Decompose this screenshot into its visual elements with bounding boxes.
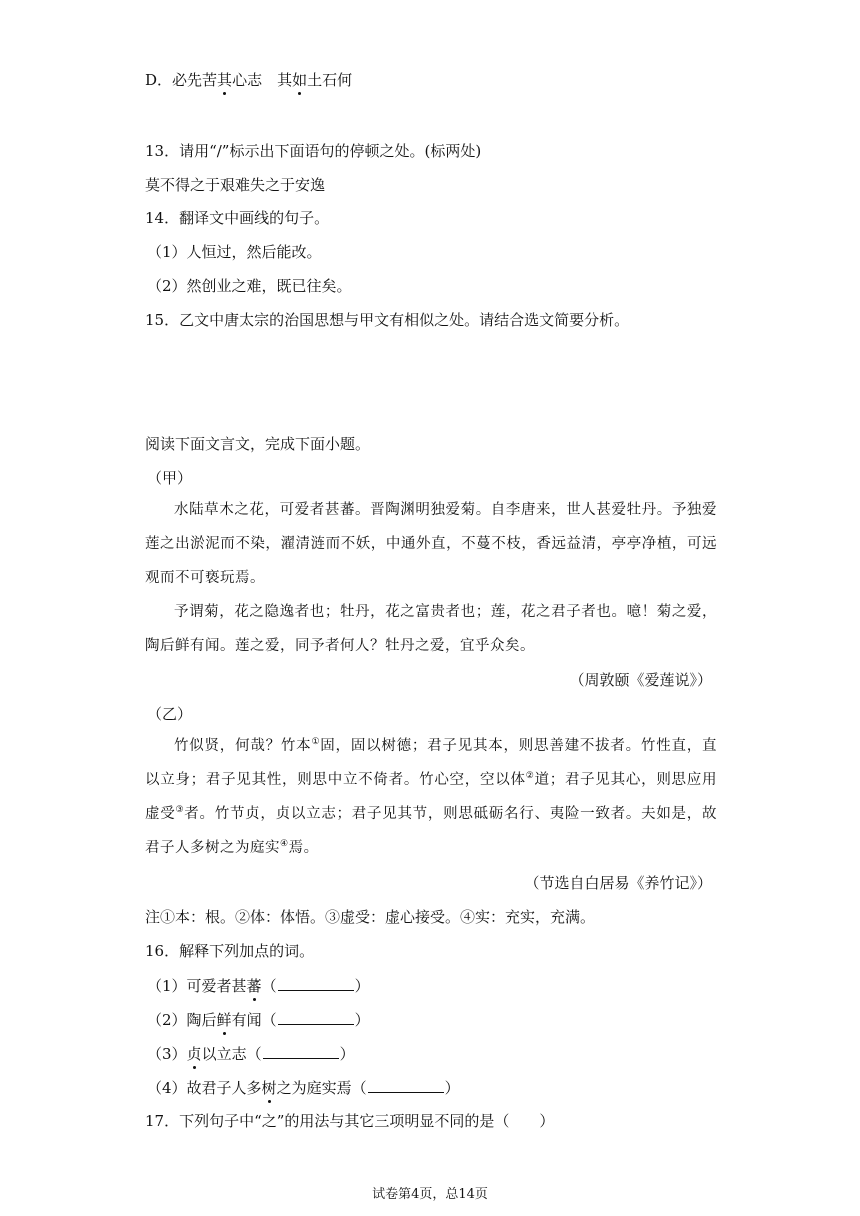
question-16-item-1 [147, 975, 370, 996]
item-text: ） [354, 977, 370, 995]
item-text: （1）可爱者甚 [147, 977, 247, 995]
option-text: 心志 [232, 71, 263, 89]
passage-jia-paragraph-2: 予谓菊，花之隐逸者也；牡丹，花之富贵者也；莲，花之君子者也。噫！菊之爱，陶后鲜有闻。莲之爱，同予者何人？牡丹之爱，宜乎众矣。 [145, 604, 717, 654]
passage-text: 焉。 [288, 840, 319, 856]
item-text: ） [339, 1045, 355, 1063]
passage-jia-label: （甲） [147, 469, 193, 487]
footnote-marker: ④ [280, 839, 289, 850]
dotted-char: 树 [261, 1079, 277, 1097]
question-13-prompt: 13．请用“/”标示出下面语句的停顿之处。(标两处) [145, 142, 482, 160]
answer-blank[interactable] [263, 1043, 339, 1059]
dotted-char: 鲜 [216, 1011, 232, 1029]
answer-blank[interactable] [278, 1009, 354, 1025]
passage-text: 者。竹节贞，贞以立志；君子见其节，则思砥砺名行、夷险一致者。夫如是，故君子人多树之为庭实 [145, 806, 718, 856]
page-footer: 试卷第4页，总14页 [372, 1187, 488, 1202]
passage-yi-source: （节选自白居易《养竹记》） [524, 874, 712, 892]
passage-jia-source: （周敦颐《爱莲说》） [569, 671, 712, 689]
item-text: ） [354, 1011, 370, 1029]
question-16-item-4 [147, 1077, 460, 1098]
item-text: （2）陶后 [147, 1011, 217, 1029]
footnote-marker: ② [525, 771, 535, 782]
answer-blank[interactable] [278, 975, 354, 991]
passage-text: 道；君子见其心，则思应用虚受 [145, 772, 718, 822]
question-13-sentence: 莫不得之于艰难失之于安逸 [145, 176, 326, 194]
passage-text: 固，固以树德；君子见其本，则思善建不拔者。竹性直，直以立身；君子见其性，则思中立不倚者。竹心空，空以体 [145, 738, 718, 788]
question-16-item-2 [147, 1009, 370, 1030]
question-16-item-3 [147, 1043, 355, 1064]
item-text: 之为庭实焉（ [276, 1079, 367, 1097]
passage-yi-label: （乙） [147, 705, 193, 723]
passage-notes: 注①本：根。②体：体悟。③虚受：虚心接受。④实：充实，充满。 [145, 908, 596, 926]
passage-text: 竹似贤，何哉？竹本 [174, 738, 312, 754]
dotted-char: 蕃 [246, 977, 262, 995]
q12-option-d [145, 70, 352, 90]
footnote-marker: ③ [175, 805, 185, 816]
dotted-char: 如 [292, 71, 308, 89]
option-text: 其 [277, 71, 293, 89]
option-text: 必先苦 [172, 71, 218, 89]
item-text: ） [444, 1079, 460, 1097]
passage-yi-paragraph [145, 729, 717, 865]
passage-jia-paragraph-1: 水陆草木之花，可爱者甚蕃。晋陶渊明独爱菊。自李唐来，世人甚爱牡丹。予独爱莲之出淤泥而不染，濯清涟而不妖，中通外直，不蔓不枝，香远益清，亭亭净植，可远观而不可亵玩焉。 [145, 502, 717, 586]
item-text: 以立志（ [201, 1045, 262, 1063]
question-17-prompt: 17．下列句子中“之”的用法与其它三项明显不同的是（ ） [145, 1112, 555, 1130]
item-text: （ [261, 977, 277, 995]
question-14-item-1: （1）人恒过，然后能改。 [147, 243, 322, 261]
item-text: （4）故君子人多 [147, 1079, 262, 1097]
question-16-prompt: 16．解释下列加点的词。 [145, 942, 315, 960]
dotted-char: 其 [217, 71, 233, 89]
question-14-prompt: 14．翻译文中画线的句子。 [145, 209, 330, 227]
dotted-char: 贞 [186, 1045, 202, 1063]
footnote-marker: ① [311, 737, 321, 748]
option-text: 土石何 [307, 71, 353, 89]
question-15-prompt: 15．乙文中唐太宗的治国思想与甲文有相似之处。请结合选文简要分析。 [145, 311, 630, 329]
item-text: 有闻（ [231, 1011, 277, 1029]
option-label: D． [145, 71, 173, 89]
question-14-item-2: （2）然创业之难，既已往矣。 [147, 277, 352, 295]
reading-intro: 阅读下面文言文，完成下面小题。 [145, 435, 371, 453]
answer-blank[interactable] [368, 1077, 444, 1093]
item-text: （3） [147, 1045, 187, 1063]
